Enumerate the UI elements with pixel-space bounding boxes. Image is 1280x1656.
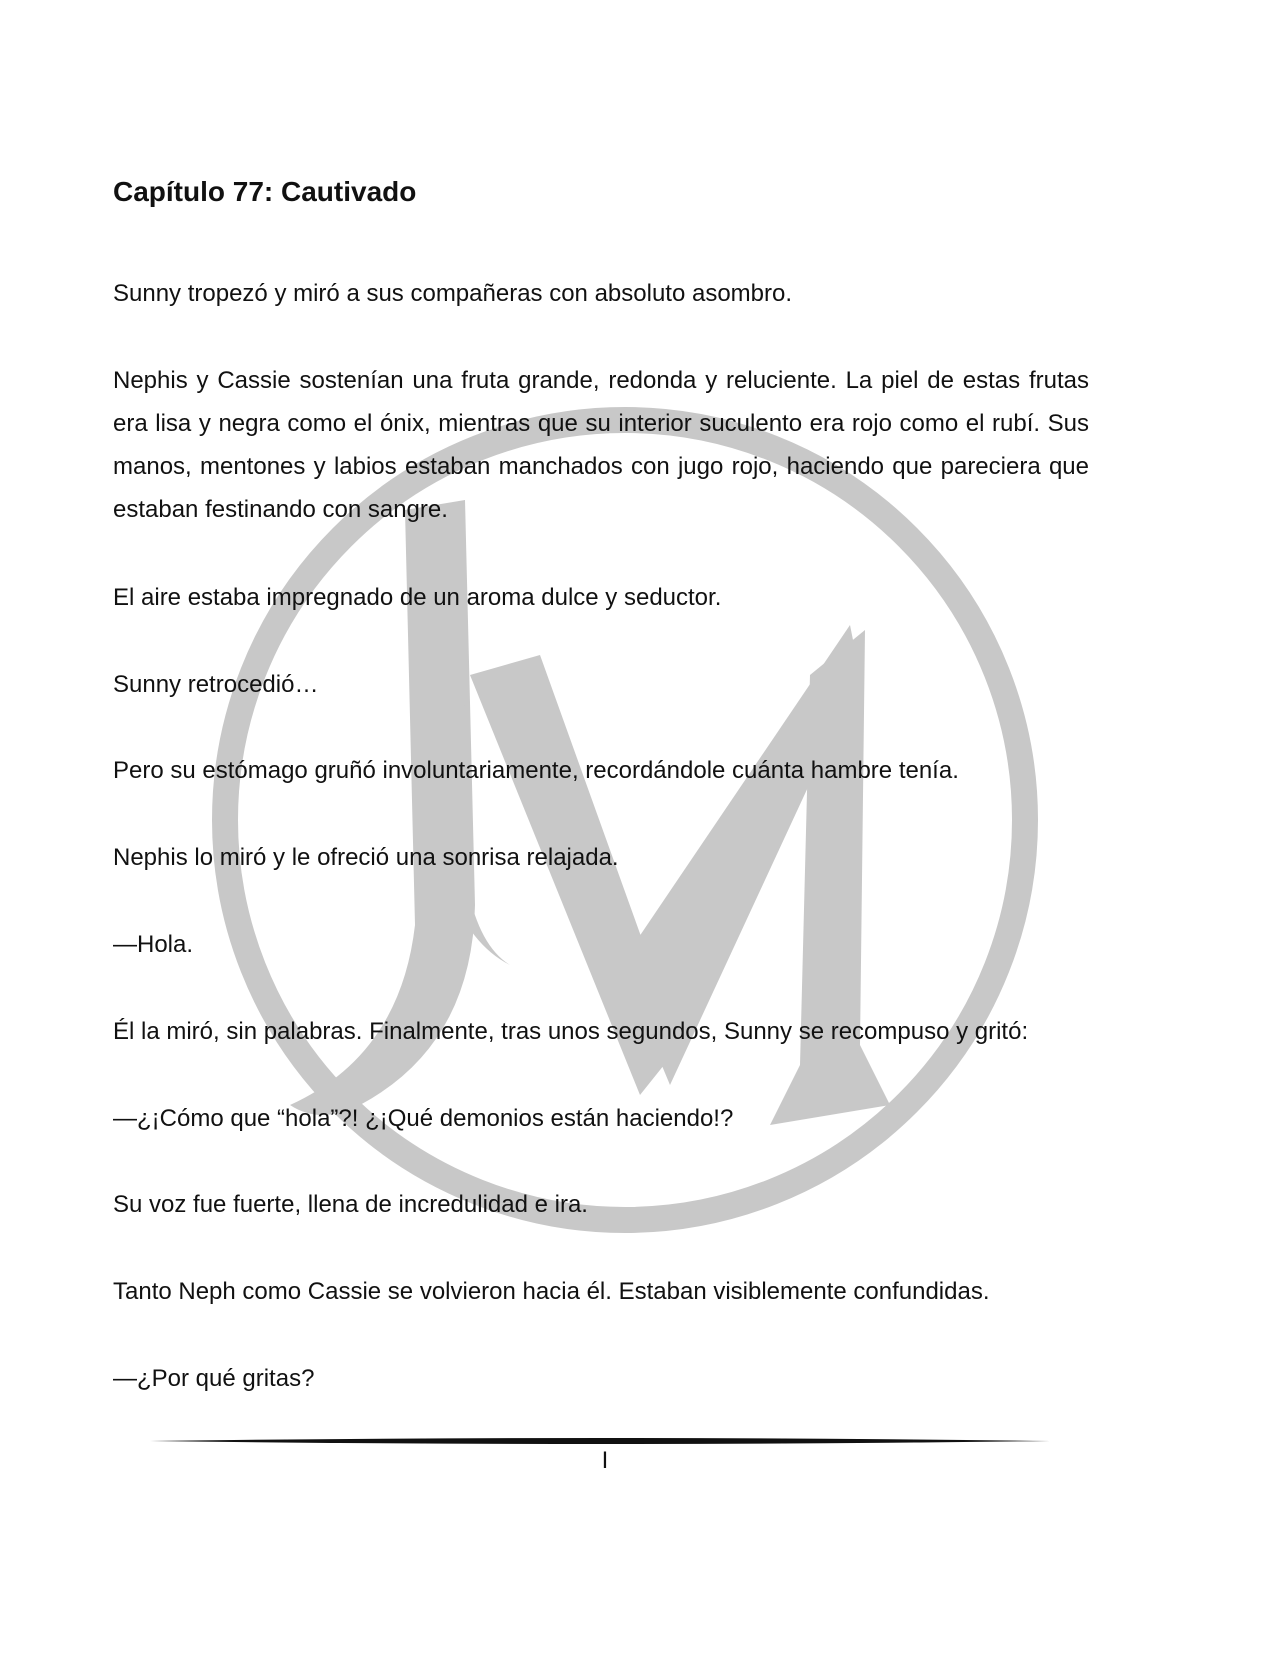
paragraph: Nephis lo miró y le ofreció una sonrisa relajada. xyxy=(113,844,619,871)
paragraph: Pero su estómago gruñó involuntariamente, recordándole cuánta hambre tenía. xyxy=(113,757,959,784)
paragraph: —Hola. xyxy=(113,931,194,958)
paragraph: Nephis y Cassie sostenían una fruta grande, redonda y reluciente. La piel de estas frutas era lisa y negra como el ónix, mientras que su interior suculento era rojo como el rubí. Sus manos, mentones y labios estaban manchados con jugo rojo, haciendo que pareciera que estaban festinando con sangre. xyxy=(113,367,1089,523)
paragraph: Él la miró, sin palabras. Finalmente, tras unos segundos, Sunny se recompuso y gritó: xyxy=(113,1018,1029,1045)
paragraph: —¿Por qué gritas? xyxy=(113,1365,315,1392)
chapter-title: Capítulo 77: Cautivado xyxy=(113,176,417,207)
paragraph: Sunny tropezó y miró a sus compañeras con absoluto asombro. xyxy=(113,280,793,307)
paragraph: Su voz fue fuerte, llena de incredulidad e ira. xyxy=(113,1191,588,1218)
paragraph: Sunny retrocedió… xyxy=(113,671,319,698)
paragraph: Tanto Neph como Cassie se volvieron hacia él. Estaban visiblemente confundidas. xyxy=(113,1278,990,1305)
paragraph: —¿¡Cómo que “hola”?! ¿¡Qué demonios están haciendo!? xyxy=(113,1105,734,1132)
page-number: I xyxy=(601,1447,609,1474)
paragraph: El aire estaba impregnado de un aroma dulce y seductor. xyxy=(113,584,722,611)
footer-divider xyxy=(150,1436,1050,1446)
